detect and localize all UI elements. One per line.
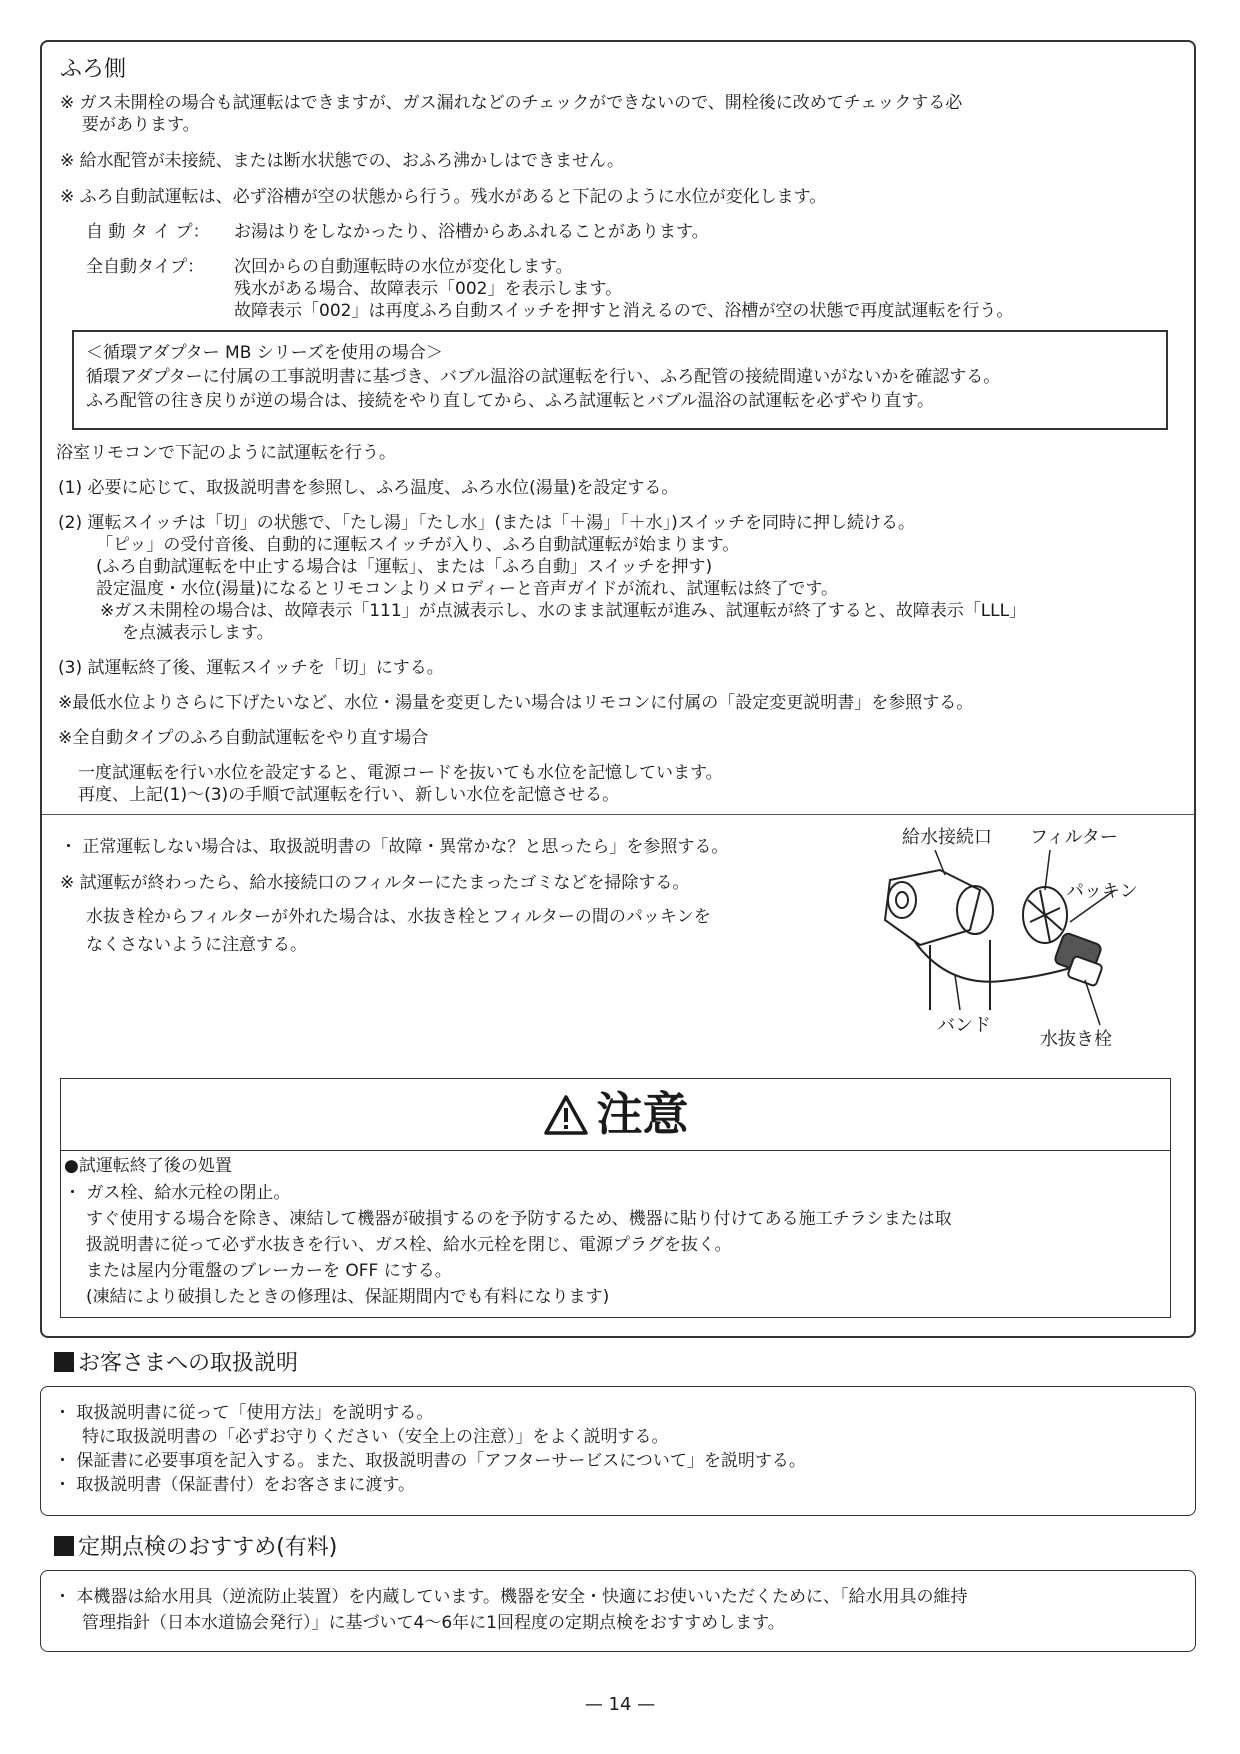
caution-line-3: 扱説明書に従って必ず水抜きを行い、ガス栓、給水元栓を閉じ、電源プラグを抜く。 (86, 1235, 732, 1255)
bath-note-auto-test: ※ ふろ自動試運転は、必ず浴槽が空の状態から行う。残水があると下記のように水位が変化します。 (60, 187, 827, 207)
leader-lines (935, 850, 1115, 1025)
note-redo-line-2: 再度、上記(1)～(3)の手順で試運転を行い、新しい水位を記憶させる。 (78, 785, 620, 805)
customer-line-4: ・ 取扱説明書（保証書付）をお客さまに渡す。 (54, 1475, 416, 1495)
full-auto-line-1: 次回からの自動運転時の水位が変化します。 (234, 257, 573, 277)
filter-drawing (1023, 887, 1067, 943)
full-auto-line-2: 残水がある場合、故障表示「002」を表示します。 (234, 279, 623, 299)
inspection-line-1: ・ 本機器は給水用具（逆流防止装置）を内蔵しています。機器を安全・快適にお使いいただくために、「給水用具の維持 (54, 1587, 968, 1607)
filter-line-1: ・ 正常運転しない場合は、取扱説明書の「故障・異常かな？と思ったら」を参照する。 (60, 837, 729, 857)
auto-type-text: お湯はりをしなかったり、浴槽からあふれることがあります。 (234, 222, 709, 242)
caution-heading: ●試運転終了後の処置 (64, 1156, 232, 1176)
filter-line-3: 水抜き栓からフィルターが外れた場合は、水抜き栓とフィルターの間のパッキンを (86, 907, 711, 927)
note-redo-heading: ※全自動タイプのふろ自動試運転をやり直す場合 (58, 728, 429, 748)
caution-line-2: すぐ使用する場合を除き、凍結して機器が破損するのを予防するため、機器に貼り付けてある施工チラシまたは取 (86, 1209, 952, 1229)
step-2-line-4: 設定温度・水位(湯量)になるとリモコンよりメロディーと音声ガイドが流れ、試運転は終了です。 (96, 579, 839, 599)
step-2-gas-note: ※ガス未開栓の場合は、故障表示「111」が点滅表示し、水のまま試運転が進み、試運転が終了すると、故障表示「LLL」 (100, 601, 1027, 621)
caution-line-5: (凍結により破損したときの修理は、保証期間内でも有料になります) (86, 1287, 610, 1307)
page-number: — 14 — (584, 1694, 656, 1715)
label-filter: フィルター (1030, 827, 1118, 848)
label-drain-plug: 水抜き栓 (1040, 1029, 1112, 1050)
bath-side-heading: ふろ側 (60, 57, 127, 82)
customer-line-3: ・ 保証書に必要事項を記入する。また、取扱説明書の「アフターサービスについて」を説明する。 (54, 1451, 806, 1471)
section-divider (42, 814, 1194, 815)
warning-triangle-icon (543, 1094, 589, 1136)
step-2-line-3: (ふろ自動試運転を中止する場合は「運転」、または「ふろ自動」スイッチを押す) (96, 557, 713, 577)
caution-line-1: ・ ガス栓、給水元栓の閉止。 (64, 1183, 291, 1203)
customer-explanation-title: お客さまへの取扱説明 (78, 1351, 299, 1376)
remote-intro: 浴室リモコンで下記のように試運転を行う。 (56, 443, 396, 463)
step-2: (2) 運転スイッチは「切」の状態で、「たし湯」「たし水」(または「＋湯」「＋水」)スイッチを同時に押し続ける。 (58, 513, 916, 533)
step-2-line-2: 「ピッ」の受付音後、自動的に運転スイッチが入り、ふろ自動試運転が始まります。 (96, 535, 740, 555)
note-redo-line-1: 一度試運転を行い水位を設定すると、電源コードを抜いても水位を記憶しています。 (78, 763, 723, 783)
full-auto-line-3: 故障表示「002」は再度ふろ自動スイッチを押すと消えるので、浴槽が空の状態で再度試運転を行う。 (234, 301, 1014, 321)
label-packing: パッキン (1066, 881, 1138, 902)
inspection-heading (54, 1534, 337, 1563)
step-3: (3) 試運転終了後、運転スイッチを「切」にする。 (58, 658, 444, 678)
bath-note-gas: ※ ガス未開栓の場合も試運転はできますが、ガス漏れなどのチェックができないので、開栓後に改めてチェックする必 (60, 93, 963, 113)
drain-plug-drawing (1054, 932, 1103, 986)
inspection-title: 定期点検のおすすめ(有料) (78, 1535, 338, 1560)
filter-line-2: ※ 試運転が終わったら、給水接続口のフィルターにたまったゴミなどを掃除する。 (60, 873, 690, 893)
full-auto-label: 全自動タイプ： (86, 257, 205, 277)
auto-type-label: 自 動 タ イ プ： (86, 222, 210, 242)
inspection-line-2: 管理指針（日本水道協会発行）」に基づいて4～6年に1回程度の定期点検をおすすめします。 (82, 1613, 785, 1633)
adapter-line-1: 循環アダプターに付属の工事説明書に基づき、バブル温浴の試運転を行い、ふろ配管の接続間違いがないかを確認する。 (86, 367, 1001, 387)
customer-line-2: 特に取扱説明書の「必ずお守りください（安全上の注意）」をよく説明する。 (82, 1427, 669, 1447)
caution-title: 注意 (596, 1086, 689, 1141)
bath-note-gas-cont: 要があります。 (82, 115, 200, 135)
caution-line-4: または屋内分電盤のブレーカーを OFF にする。 (86, 1261, 452, 1281)
filter-line-4: なくさないように注意する。 (86, 935, 307, 955)
square-bullet-icon (54, 1352, 74, 1372)
inspection-box (40, 1570, 1196, 1652)
adapter-line-2: ふろ配管の往き戻りが逆の場合は、接続をやり直してから、ふろ試運転とバブル温浴の試運転を必ずやり直す。 (86, 391, 934, 411)
note-lower-level: ※最低水位よりさらに下げたいなど、水位・湯量を変更したい場合はリモコンに付属の「設定変更説明書」を参照する。 (58, 693, 974, 713)
inlet-body-drawing (885, 870, 993, 1010)
label-band: バンド (937, 1015, 991, 1036)
customer-line-1: ・ 取扱説明書に従って「使用方法」を説明する。 (54, 1403, 434, 1423)
step-2-gas-note-cont: を点滅表示します。 (122, 623, 274, 643)
caution-title-bar (61, 1079, 1170, 1151)
adapter-title: ＜循環アダプター MB シリーズを使用の場合＞ (86, 343, 443, 363)
filter-illustration (870, 850, 1170, 1030)
label-inlet: 給水接続口 (902, 827, 992, 848)
square-bullet-icon (54, 1536, 74, 1556)
bath-note-supply: ※ 給水配管が未接続、または断水状態での、おふろ沸かしはできません。 (60, 151, 624, 171)
step-1: (1) 必要に応じて、取扱説明書を参照し、ふろ温度、ふろ水位(湯量)を設定する。 (58, 478, 679, 498)
customer-explanation-heading (54, 1350, 298, 1379)
